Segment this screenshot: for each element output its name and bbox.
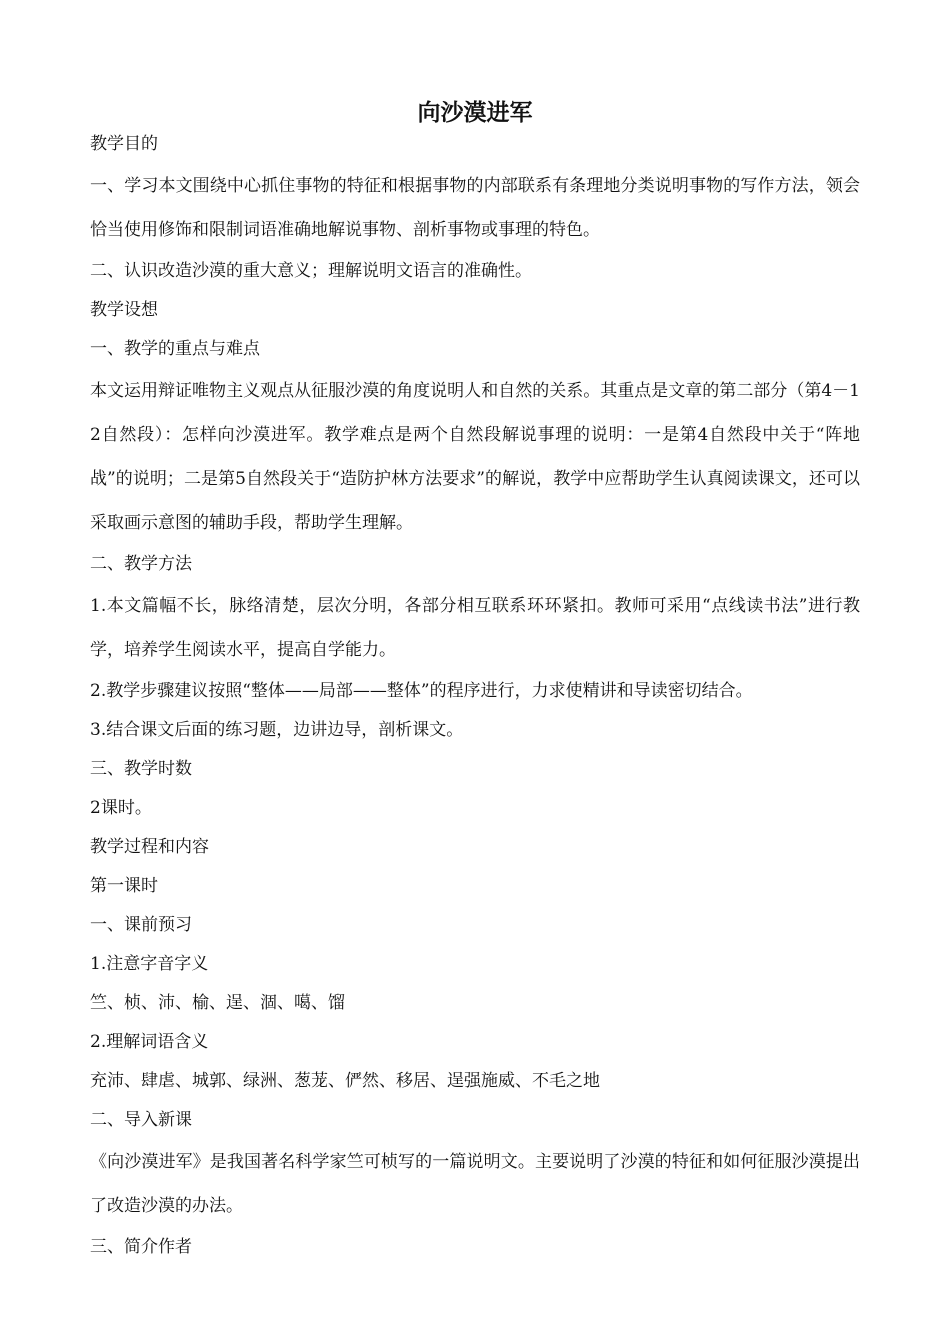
hours-text: 2课时。	[90, 798, 152, 818]
document-body	[90, 125, 860, 1267]
vocabulary-list: 充沛、肆虐、城郭、绿洲、葱茏、俨然、移居、逞强施威、不毛之地	[90, 1071, 600, 1091]
document-title: 向沙漠进军	[417, 100, 533, 126]
preview-item-1: 1.注意字音字义	[90, 954, 209, 974]
subheading-key-points: 一、教学的重点与难点	[90, 339, 260, 359]
subheading-preview: 一、课前预习	[90, 915, 192, 935]
method-2: 2.教学步骤建议按照“整体——局部——整体”的程序进行，力求使精讲和导读密切结合。	[90, 681, 753, 701]
subheading-hours: 三、教学时数	[90, 759, 192, 779]
key-points-text: 本文运用辩证唯物主义观点从征服沙漠的角度说明人和自然的关系。其重点是文章的第二部分（第4－12自然段）：怎样向沙漠进军。教学难点是两个自然段解说事理的说明：一是第4自然段中关于“阵地战”的说明；二是第5自然段关于“造防护林方法要求”的解说，教学中应帮助学生认真阅读课文，还可以采取画示意图的辅助手段，帮助学生理解。	[90, 381, 860, 533]
introduction-text: 《向沙漠进军》是我国著名科学家竺可桢写的一篇说明文。主要说明了沙漠的特征和如何征服沙漠提出了改造沙漠的办法。	[90, 1152, 860, 1216]
subheading-methods: 二、教学方法	[90, 554, 192, 574]
character-list: 竺、桢、沛、榆、逞、涸、噶、馏	[90, 993, 345, 1013]
section-heading-objectives: 教学目的	[90, 134, 158, 154]
subheading-author: 三、简介作者	[90, 1237, 192, 1257]
section-heading-design: 教学设想	[90, 300, 158, 320]
lesson-one-heading: 第一课时	[90, 876, 158, 896]
objective-1: 一、学习本文围绕中心抓住事物的特征和根据事物的内部联系有条理地分类说明事物的写作方法，领会恰当使用修饰和限制词语准确地解说事物、剖析事物或事理的特色。	[90, 176, 860, 240]
subheading-introduction: 二、导入新课	[90, 1110, 192, 1130]
method-3: 3.结合课文后面的练习题，边讲边导，剖析课文。	[90, 720, 464, 740]
section-heading-process: 教学过程和内容	[90, 837, 209, 857]
method-1: 1.本文篇幅不长，脉络清楚，层次分明，各部分相互联系环环紧扣。教师可采用“点线读书法”进行教学，培养学生阅读水平，提高自学能力。	[90, 596, 860, 660]
preview-item-2: 2.理解词语含义	[90, 1032, 209, 1052]
objective-2: 二、认识改造沙漠的重大意义；理解说明文语言的准确性。	[90, 261, 532, 281]
